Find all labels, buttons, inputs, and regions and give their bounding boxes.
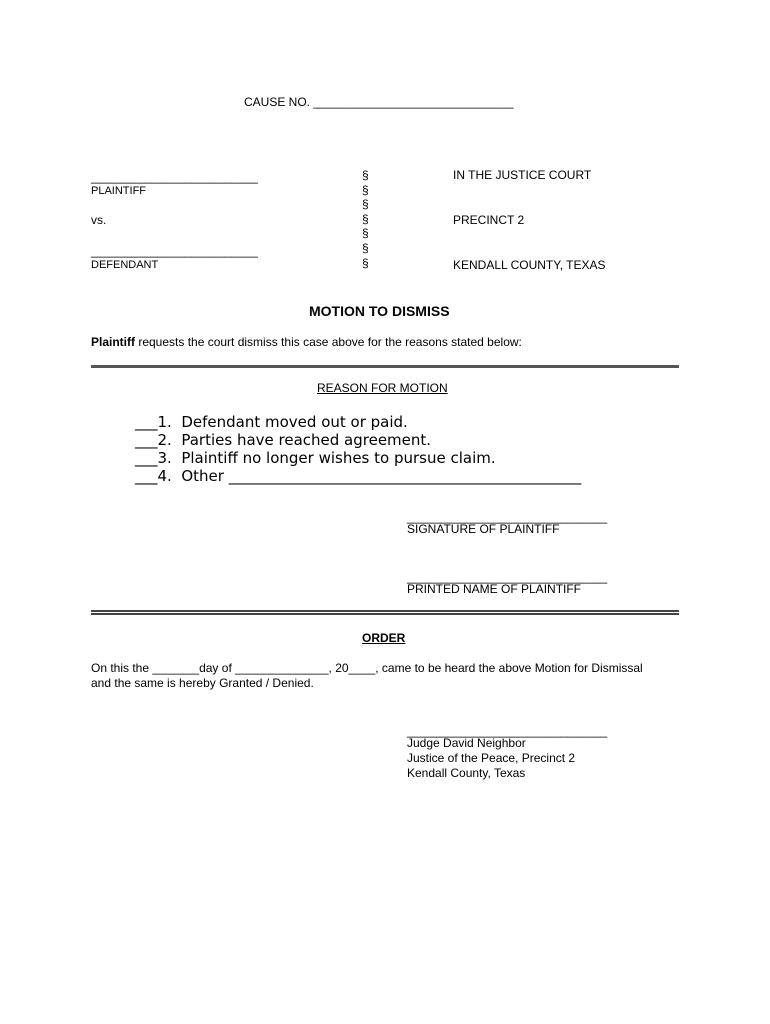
reason-item-2: ___2. Parties have reached agreement. — [135, 431, 432, 449]
motion-title: MOTION TO DISMISS — [309, 303, 450, 319]
order-text-line-1: On this the _______day of ______________, 20____, came to be heard the above Motion for Dismissal — [91, 661, 643, 675]
reason-item-4: ___4. Other _______________________________________________ — [135, 467, 582, 485]
order-divider — [91, 610, 679, 615]
reason-heading: REASON FOR MOTION — [317, 381, 448, 395]
order-text-line-2: and the same is hereby Granted / Denied. — [91, 676, 314, 690]
section-marks: § § § § § § § — [362, 168, 369, 270]
motion-intro — [91, 335, 522, 349]
reason-item-1: ___1. Defendant moved out or paid. — [135, 413, 408, 431]
reason-item-3: ___3. Plaintiff no longer wishes to pursue claim. — [135, 449, 496, 467]
signature-label: SIGNATURE OF PLAINTIFF — [407, 522, 560, 536]
motion-intro-text: requests the court dismiss this case above for the reasons stated below: — [135, 335, 522, 349]
judge-county: Kendall County, Texas — [407, 766, 526, 780]
section-divider — [91, 365, 679, 368]
versus-label: vs. — [91, 213, 107, 227]
judge-name: Judge David Neighbor — [407, 736, 526, 750]
court-name: IN THE JUSTICE COURT — [453, 168, 592, 182]
reason-list — [135, 413, 581, 485]
judge-signature-line: ______________________________ — [407, 724, 608, 738]
cause-number: CAUSE NO. ______________________________ — [244, 95, 514, 109]
signature-line: ______________________________ — [407, 510, 608, 524]
order-heading: ORDER — [362, 631, 406, 645]
printed-name-line: ______________________________ — [407, 570, 608, 584]
judge-title: Justice of the Peace, Precinct 2 — [407, 751, 576, 765]
defendant-label: DEFENDANT — [91, 259, 159, 271]
county-name: KENDALL COUNTY, TEXAS — [453, 258, 606, 272]
motion-intro-bold: Plaintiff — [91, 335, 135, 349]
plaintiff-label: PLAINTIFF — [91, 185, 147, 197]
defendant-blank-line: _________________________ — [91, 244, 258, 258]
printed-name-label: PRINTED NAME OF PLAINTIFF — [407, 582, 582, 596]
precinct-name: PRECINCT 2 — [453, 213, 525, 227]
plaintiff-blank-line: _________________________ — [91, 170, 258, 184]
